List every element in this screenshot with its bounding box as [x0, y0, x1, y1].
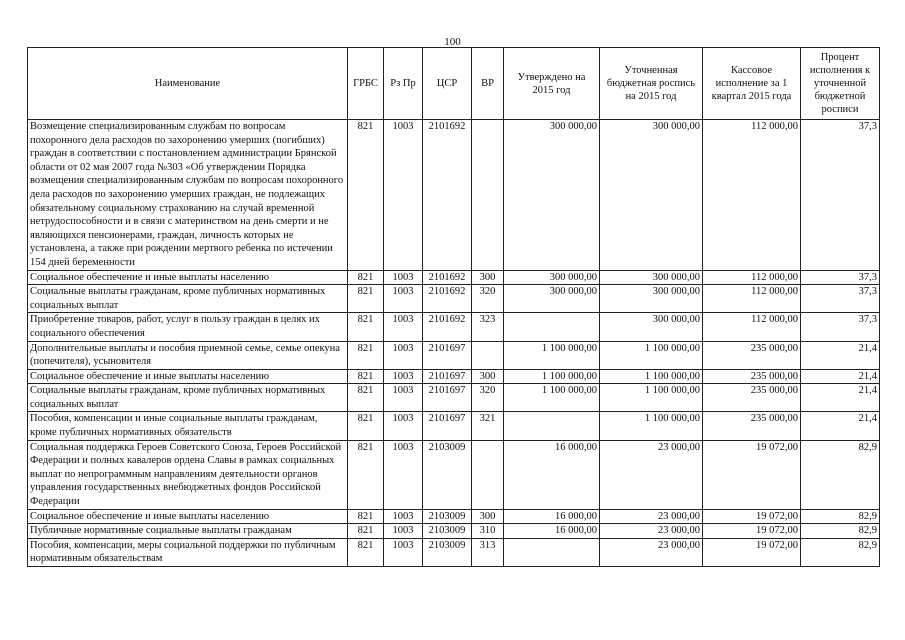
row-name: Возмещение специализированным службам по вопросам похоронного дела расходов по захоронению умерших (погибших) граждан в соответствии с постановлением администрации Брянской области от 02 мая 2007 года №303 «Об утверждении Порядка возмещения специализированным службам по вопросам похоронного дела расходов по захоронению умерших граждан, не подлежащих обязательному социальному страхованию на случай временной нетрудоспособности и в связи с материнством на день смерти и не являющихся пенсионерами, граждан, личность которых не установлена, а также при рождении мертвого ребенка по истечении 154 дней беременности [28, 120, 348, 271]
budget-table [27, 47, 880, 567]
row-grbs: 821 [348, 120, 384, 271]
row-rzpr: 1003 [384, 524, 423, 539]
row-rzpr: 1003 [384, 509, 423, 524]
row-approved [504, 538, 600, 566]
row-name: Пособия, компенсации, меры социальной поддержки по публичным нормативным обязательствам [28, 538, 348, 566]
header-approved: Утверждено на 2015 год [504, 48, 600, 120]
row-rzpr: 1003 [384, 270, 423, 285]
row-grbs: 821 [348, 313, 384, 341]
table-row [28, 440, 880, 509]
row-rzpr: 1003 [384, 412, 423, 440]
table-row [28, 369, 880, 384]
row-rzpr: 1003 [384, 120, 423, 271]
row-grbs: 821 [348, 285, 384, 313]
table-row [28, 285, 880, 313]
row-name: Социальная поддержка Героев Советского Союза, Героев Российской Федерации и полных кавалеров ордена Славы в рамках социальных выплат по непрограммным направлениям деятельности органов управления государственных внебюджетных фондов Российской Федерации [28, 440, 348, 509]
row-revised: 23 000,00 [600, 524, 703, 539]
row-rzpr: 1003 [384, 313, 423, 341]
row-revised: 300 000,00 [600, 285, 703, 313]
row-approved: 16 000,00 [504, 509, 600, 524]
header-percent: Процент исполнения к уточненной бюджетной росписи [801, 48, 880, 120]
row-csr: 2103009 [423, 538, 472, 566]
row-name: Социальное обеспечение и иные выплаты населению [28, 270, 348, 285]
row-vr: 323 [472, 313, 504, 341]
row-vr: 300 [472, 369, 504, 384]
row-grbs: 821 [348, 538, 384, 566]
row-revised: 300 000,00 [600, 313, 703, 341]
row-revised: 23 000,00 [600, 538, 703, 566]
row-percent: 82,9 [801, 524, 880, 539]
table-row [28, 524, 880, 539]
row-grbs: 821 [348, 384, 384, 412]
table-row [28, 538, 880, 566]
row-percent: 82,9 [801, 440, 880, 509]
row-percent: 21,4 [801, 369, 880, 384]
row-vr: 300 [472, 270, 504, 285]
row-vr: 320 [472, 285, 504, 313]
row-csr: 2101692 [423, 313, 472, 341]
row-percent: 37,3 [801, 285, 880, 313]
row-csr: 2103009 [423, 524, 472, 539]
row-percent: 21,4 [801, 412, 880, 440]
row-approved [504, 412, 600, 440]
header-rzpr: Рз Пр [384, 48, 423, 120]
row-cash: 235 000,00 [703, 384, 801, 412]
row-approved: 300 000,00 [504, 270, 600, 285]
row-revised: 300 000,00 [600, 120, 703, 271]
row-cash: 19 072,00 [703, 524, 801, 539]
header-cash: Кассовое исполнение за 1 квартал 2015 года [703, 48, 801, 120]
row-vr [472, 440, 504, 509]
row-cash: 235 000,00 [703, 341, 801, 369]
row-percent: 21,4 [801, 341, 880, 369]
row-name: Социальные выплаты гражданам, кроме публичных нормативных социальных выплат [28, 384, 348, 412]
row-name: Публичные нормативные социальные выплаты гражданам [28, 524, 348, 539]
table-row [28, 120, 880, 271]
row-csr: 2101692 [423, 285, 472, 313]
row-revised: 1 100 000,00 [600, 412, 703, 440]
page-number: 100 [444, 36, 461, 48]
row-grbs: 821 [348, 440, 384, 509]
table-row [28, 509, 880, 524]
row-rzpr: 1003 [384, 384, 423, 412]
row-approved: 16 000,00 [504, 524, 600, 539]
table-row [28, 341, 880, 369]
row-grbs: 821 [348, 341, 384, 369]
row-cash: 19 072,00 [703, 538, 801, 566]
row-vr: 300 [472, 509, 504, 524]
table-row [28, 270, 880, 285]
row-vr: 321 [472, 412, 504, 440]
row-name: Социальные выплаты гражданам, кроме публичных нормативных социальных выплат [28, 285, 348, 313]
row-rzpr: 1003 [384, 285, 423, 313]
row-approved: 1 100 000,00 [504, 369, 600, 384]
row-percent: 37,3 [801, 270, 880, 285]
row-csr: 2101692 [423, 120, 472, 271]
row-percent: 82,9 [801, 509, 880, 524]
row-revised: 1 100 000,00 [600, 384, 703, 412]
row-cash: 112 000,00 [703, 313, 801, 341]
row-vr [472, 341, 504, 369]
row-rzpr: 1003 [384, 538, 423, 566]
row-grbs: 821 [348, 412, 384, 440]
row-name: Пособия, компенсации и иные социальные выплаты гражданам, кроме публичных нормативных обязательств [28, 412, 348, 440]
row-csr: 2101697 [423, 341, 472, 369]
row-cash: 112 000,00 [703, 270, 801, 285]
row-cash: 235 000,00 [703, 369, 801, 384]
row-cash: 19 072,00 [703, 509, 801, 524]
row-approved: 1 100 000,00 [504, 384, 600, 412]
row-approved [504, 313, 600, 341]
table-row [28, 384, 880, 412]
header-grbs: ГРБС [348, 48, 384, 120]
row-rzpr: 1003 [384, 341, 423, 369]
row-approved: 300 000,00 [504, 120, 600, 271]
row-approved: 300 000,00 [504, 285, 600, 313]
row-name: Приобретение товаров, работ, услуг в пользу граждан в целях их социального обеспечения [28, 313, 348, 341]
row-csr: 2103009 [423, 440, 472, 509]
row-revised: 300 000,00 [600, 270, 703, 285]
row-csr: 2101697 [423, 369, 472, 384]
header-revised: Уточненная бюджетная роспись на 2015 год [600, 48, 703, 120]
row-cash: 19 072,00 [703, 440, 801, 509]
row-approved: 16 000,00 [504, 440, 600, 509]
header-row [28, 48, 880, 120]
header-name: Наименование [28, 48, 348, 120]
row-percent: 21,4 [801, 384, 880, 412]
row-name: Социальное обеспечение и иные выплаты населению [28, 369, 348, 384]
row-revised: 1 100 000,00 [600, 369, 703, 384]
row-percent: 82,9 [801, 538, 880, 566]
row-percent: 37,3 [801, 313, 880, 341]
row-percent: 37,3 [801, 120, 880, 271]
header-vr: ВР [472, 48, 504, 120]
row-vr: 313 [472, 538, 504, 566]
row-vr: 320 [472, 384, 504, 412]
row-cash: 112 000,00 [703, 285, 801, 313]
table-row [28, 412, 880, 440]
row-rzpr: 1003 [384, 440, 423, 509]
row-csr: 2101692 [423, 270, 472, 285]
row-grbs: 821 [348, 270, 384, 285]
row-name: Социальное обеспечение и иные выплаты населению [28, 509, 348, 524]
header-csr: ЦСР [423, 48, 472, 120]
row-approved: 1 100 000,00 [504, 341, 600, 369]
row-grbs: 821 [348, 369, 384, 384]
row-name: Дополнительные выплаты и пособия приемной семье, семье опекуна (попечителя), усыновителя [28, 341, 348, 369]
row-csr: 2101697 [423, 412, 472, 440]
row-cash: 112 000,00 [703, 120, 801, 271]
row-cash: 235 000,00 [703, 412, 801, 440]
row-revised: 1 100 000,00 [600, 341, 703, 369]
row-vr: 310 [472, 524, 504, 539]
row-revised: 23 000,00 [600, 440, 703, 509]
row-revised: 23 000,00 [600, 509, 703, 524]
table-row [28, 313, 880, 341]
row-csr: 2101697 [423, 384, 472, 412]
row-rzpr: 1003 [384, 369, 423, 384]
row-grbs: 821 [348, 509, 384, 524]
row-csr: 2103009 [423, 509, 472, 524]
row-grbs: 821 [348, 524, 384, 539]
row-vr [472, 120, 504, 271]
